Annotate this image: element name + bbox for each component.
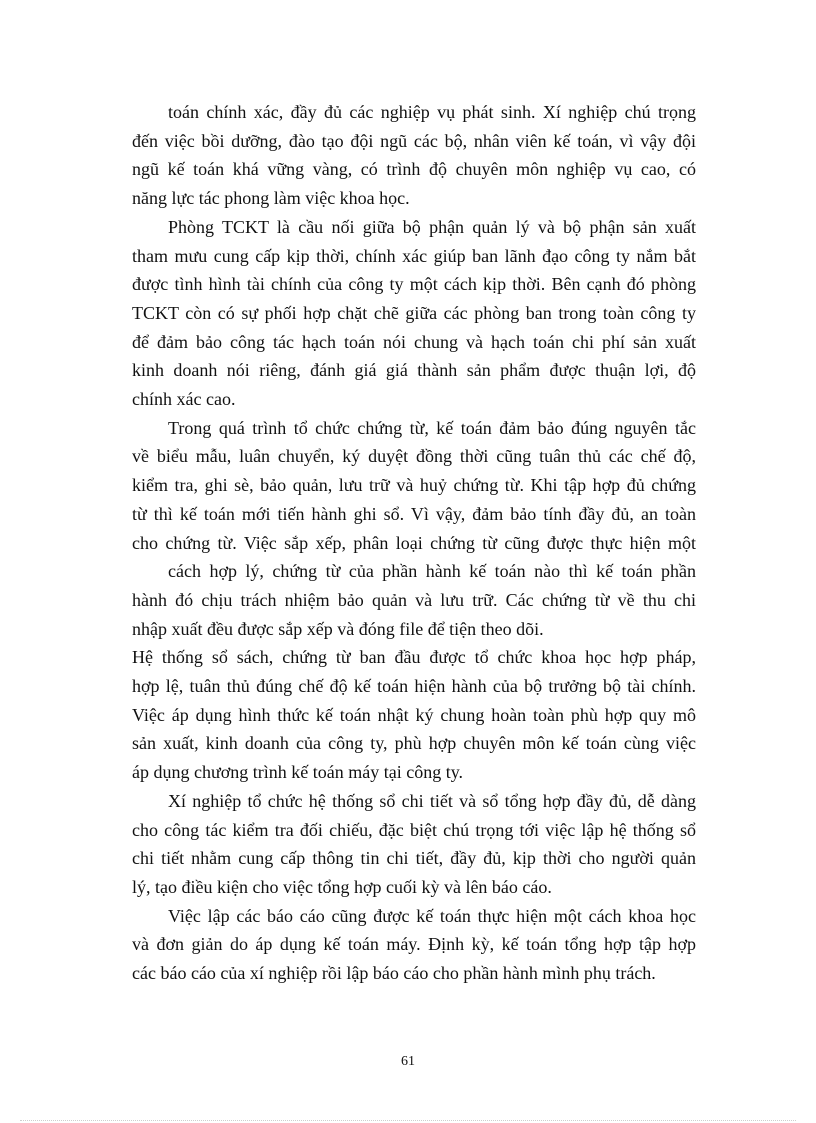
page-bottom-divider [20, 1120, 796, 1121]
text-line: toán chính xác, đầy đủ các nghiệp vụ phát sinh. Xí nghiệp chú trọng [168, 102, 696, 122]
text-line: Phòng TCKT là cầu nối giữa bộ phận quản lý và bộ phận sản xuất [168, 216, 696, 237]
text-line: sản xuất, kinh doanh của công ty, phù hợp chuyên môn kế toán cùng việc [132, 733, 696, 754]
text-line: TCKT còn có sự phối hợp chặt chẽ giữa các phòng ban trong toàn công ty [132, 302, 696, 323]
text-line: kiểm tra, ghi sè, bảo quản, lưu trữ và huỷ chứng từ. Khi tập hợp đủ chứng [132, 475, 696, 496]
text-line: hành đó chịu trách nhiệm bảo quản và lưu trữ. Các chứng từ về thu chi [132, 589, 696, 610]
text-line: đến việc bồi dưỡng, đào tạo đội ngũ các bộ, nhân viên kế toán, vì vậy đội [132, 130, 696, 151]
text-line: Trong quá trình tổ chức chứng từ, kế toán đảm bảo đúng nguyên tắc [168, 417, 696, 438]
text-line: Việc lập các báo cáo cũng được kế toán thực hiện một cách khoa học [168, 905, 696, 926]
text-line: các báo cáo của xí nghiệp rồi lập báo cáo cho phần hành mình phụ trách. [132, 963, 656, 984]
text-line: năng lực tác phong làm việc khoa học. [132, 188, 410, 209]
text-line: nhập xuất đều được sắp xếp và đóng file để tiện theo dõi. [132, 618, 544, 639]
text-line: chi tiết nhằm cung cấp thông tin chi tiết, đầy đủ, kịp thời cho người quản [132, 848, 696, 869]
paragraph-5 [132, 787, 696, 902]
text-line: Xí nghiệp tổ chức hệ thống sổ chi tiết và sổ tổng hợp đầy đủ, dễ dàng [168, 790, 696, 811]
text-line: tham mưu cung cấp kịp thời, chính xác giúp ban lãnh đạo công ty nắm bắt [132, 245, 696, 266]
page-number: 61 [401, 1054, 415, 1069]
text-line: cho công tác kiểm tra đối chiếu, đặc biệt chú trọng tới việc lập hệ thống sổ [132, 819, 696, 840]
text-line: hợp lệ, tuân thủ đúng chế độ kế toán hiện hành của bộ trưởng bộ tài chính. [132, 676, 696, 697]
text-line: kinh doanh nói riêng, đánh giá giá thành sản phẩm được thuận lợi, độ [132, 360, 696, 381]
text-line: được tình hình tài chính của công ty một cách kịp thời. Bên cạnh đó phòng [132, 274, 696, 295]
text-line: để đảm bảo công tác hạch toán nói chung và hạch toán chi phí sản xuất [132, 331, 696, 352]
paragraph-3 [132, 414, 696, 644]
body-text [132, 98, 696, 988]
paragraph-6 [132, 902, 696, 988]
text-line: từ thì kế toán mới tiến hành ghi sổ. Vì vậy, đảm bảo tính đầy đủ, an toàn [132, 503, 696, 524]
text-line: cách hợp lý, chứng từ của phần hành kế toán nào thì kế toán phần [168, 561, 696, 582]
text-line: ngũ kế toán khá vững vàng, có trình độ chuyên môn nghiệp vụ cao, có [132, 159, 696, 180]
text-line: áp dụng chương trình kế toán máy tại công ty. [132, 762, 464, 783]
text-line: chính xác cao. [132, 389, 236, 410]
text-line: và đơn giản do áp dụng kế toán máy. Định kỳ, kế toán tổng hợp tập hợp [132, 934, 696, 955]
paragraph-1 [132, 98, 696, 213]
text-line: Việc áp dụng hình thức kế toán nhật ký chung hoàn toàn phù hợp quy mô [132, 704, 696, 725]
paragraph-4 [132, 643, 696, 787]
paragraph-2 [132, 213, 696, 414]
text-line: cho chứng từ. Việc sắp xếp, phân loại chứng từ cũng được thực hiện một [132, 532, 696, 553]
text-line: lý, tạo điều kiện cho việc tổng hợp cuối kỳ và lên báo cáo. [132, 876, 552, 897]
text-line: Hệ thống sổ sách, chứng từ ban đầu được tổ chức khoa học hợp pháp, [132, 647, 696, 668]
text-line: về biểu mẫu, luân chuyển, ký duyệt đồng thời cũng tuân thủ các chế độ, [132, 446, 696, 467]
